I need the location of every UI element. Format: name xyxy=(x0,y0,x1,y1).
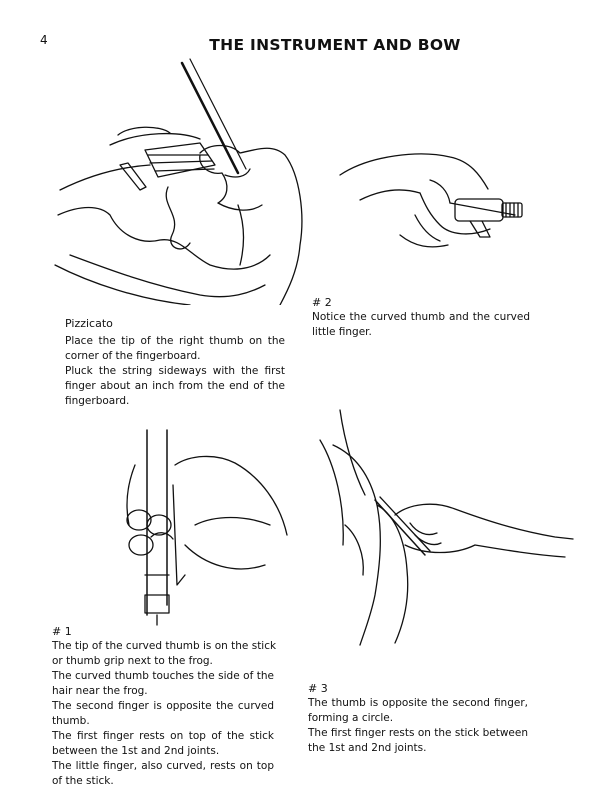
pizzicato-line: fingerboard. xyxy=(65,395,130,407)
page-title xyxy=(0,36,600,54)
fig1-label: # 1 xyxy=(52,625,72,638)
fig1-line: The second finger is opposite the curved xyxy=(52,700,274,712)
pizzicato-line: corner of the fingerboard. xyxy=(65,350,201,362)
pizzicato-line: finger about an inch from the end of the xyxy=(65,380,285,392)
fig2-line: little finger. xyxy=(312,326,372,338)
fig1-line: of the stick. xyxy=(52,775,114,787)
fig1-line: hair near the frog. xyxy=(52,685,148,697)
fig3-label: # 3 xyxy=(308,682,328,695)
pizzicato-line: Pluck the string sideways with the first xyxy=(65,365,285,377)
fig3-line: The thumb is opposite the second finger, xyxy=(308,697,528,709)
fig2-illustration xyxy=(330,145,540,265)
fig2-line: Notice the curved thumb and the curved xyxy=(312,311,530,323)
fig1-line: thumb. xyxy=(52,715,90,727)
fig3-caption xyxy=(308,681,528,756)
fig1-caption xyxy=(52,624,277,789)
fig1-line: The first finger rests on top of the stick xyxy=(52,730,274,742)
pizzicato-section xyxy=(65,316,285,409)
fig1-line: The tip of the curved thumb is on the stick xyxy=(52,640,277,652)
fig2-label: # 2 xyxy=(312,296,332,309)
pizzicato-line: Place the tip of the right thumb on the xyxy=(65,335,285,347)
fig3-line: The first finger rests on the stick between xyxy=(308,727,528,739)
fig3-line: forming a circle. xyxy=(308,712,394,724)
fig2-caption xyxy=(312,295,530,340)
pizzicato-heading: Pizzicato xyxy=(65,317,113,330)
page-title-text: THE INSTRUMENT AND BOW xyxy=(209,36,461,54)
pizzicato-illustration xyxy=(50,55,310,305)
fig1-line: or thumb grip next to the frog. xyxy=(52,655,213,667)
fig1-illustration xyxy=(95,425,295,630)
fig1-line: The little finger, also curved, rests on top xyxy=(52,760,274,772)
fig3-illustration xyxy=(315,405,575,650)
fig1-line: The curved thumb touches the side of the xyxy=(52,670,274,682)
page-number: 4 xyxy=(40,33,48,47)
fig3-line: the 1st and 2nd joints. xyxy=(308,742,427,754)
fig1-line: between the 1st and 2nd joints. xyxy=(52,745,220,757)
